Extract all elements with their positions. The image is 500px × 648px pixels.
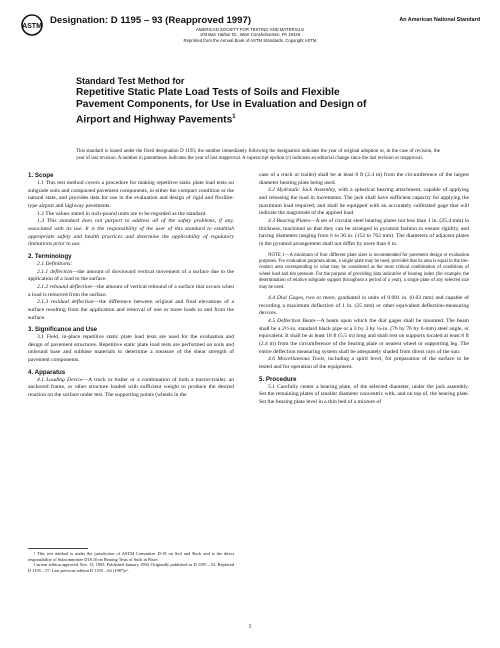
term: 4.1 Loading Device — [37, 376, 83, 383]
paragraph: case of a truck or trailer) shall be at least 8 ft (2.4 m) from the circumference of the largest diameter bearing plate being used. — [259, 172, 469, 186]
term: 4.6 Miscellaneous Tools, — [268, 356, 326, 363]
note: NOTE 1—A minimum of four different plate sizes is recommended for pavement design or evaluation purposes. For evaluation purposes alone, a single plate may be used, provided that its area is equal to the tire-contact area corresponding to what may be considered as the most critical combination of conditions of wheel load and tire pressure. For the purpose of providing data indicative of bearing index (for example, the determination of relative subgrade support throughout a period of a year), a single plate of any selected size may be used. — [259, 252, 469, 290]
section-heading: 1. Scope — [28, 172, 54, 179]
right-column — [259, 172, 469, 407]
footnote-divider — [28, 548, 88, 549]
term: 2.1.2 rebound deflection — [37, 283, 92, 290]
paragraph: 2.1.1 deflection—the amount of downward vertical movement of a surface due to the application of a load to the surface. — [28, 268, 234, 283]
title-line: Repetitive Static Plate Load Tests of Soils and Flexible — [76, 87, 340, 98]
footnotes — [28, 551, 234, 573]
designation: Designation: D 1195 – 93 (Reapproved 1997) — [50, 15, 252, 26]
national-standard-label: An American National Standard — [399, 17, 480, 23]
title-footnote-mark: 1 — [232, 114, 236, 120]
section-heading: 2. Terminology — [28, 252, 72, 260]
term: 4.3 Bearing Plates — [268, 217, 311, 224]
paragraph: 4.6 Miscellaneous Tools, including a spirit level, for preparation of the surface to be tested and for operation of the equipment. — [259, 356, 470, 370]
term: 4.5 Deflection Beam — [268, 317, 316, 324]
paragraph: 4.5 Deflection Beam—A beam upon which the dial gages shall be mounted. The beam shall be a 2½-in. standard black pipe or a 3 by 3 by ¼-in. (76 by 76 by 6-mm) steel angle, or equivalent. It shall be at least 18 ft (5.5 m) long and shall rest on supports located at least 8 ft (2.4 m) from the circumference of the bearing plate or nearest wheel or supporting leg. The entire deflection measuring system shall be adequately shaded from direct rays of the sun. — [259, 317, 469, 355]
paragraph: 2.1.2 rebound deflection—the amount of vertical rebound of a surface that occurs when a load is removed from the surface. — [28, 283, 234, 298]
section-heading: 4. Apparatus — [28, 368, 66, 376]
footnote: ¹ This test method is under the jurisdiction of ASTM Committee D-18 on Soil and Rock and is the direct responsibility of Subcommittee D18.10 on Bearing Tests of Soils in Place. — [28, 551, 234, 562]
page-number: 1 — [248, 624, 252, 630]
paragraph: 4.2 Hydraulic Jack Assembly, with a spherical bearing attachment, capable of applying and releasing the load in increments. The jack shall have sufficient capacity for applying the maximum load required, and shall be equipped with an accurately calibrated gage that will indicate the magnitude of the applied load. — [259, 187, 469, 217]
title-line: Pavement Components, for Use in Evaluation and Design of — [76, 99, 367, 110]
paragraph: 1.3 This standard does not purport to address all of the safety problems, if any, associated with its use. It is the responsibility of the user of this standard to establish appropriate safety and health practices and determine the applicability of regulatory limitations prior to use. — [28, 218, 234, 248]
paragraph: 4.1 Loading Device—A truck or trailer or a combination of both a tractor-trailer, an anchored frame, or other structure loaded with sufficient weight to produce the desired reaction on the surface under test. The supporting points (wheels in the — [28, 376, 234, 399]
paragraph: 5.1 Carefully center a bearing plate, of the selected diameter, under the jack assembly. Set the remaining plates of smaller diameter concentric with, and on top of, the bearing plate. Set the bearing plate level in a thin bed of a mixture of — [259, 383, 469, 405]
term: 4.2 Hydraulic Jack Assembly, — [268, 187, 337, 194]
paragraph: 1.2 The values stated in inch-pound units are to be regarded as the standard. — [37, 210, 207, 217]
footnote: Current edition approved Nov. 15, 1993. Published January 1994. Originally published as D 1195 – 52. Replaced D 1195 – 57. Last previous edition D 1195 – 64 (1987)ε¹. — [28, 562, 234, 573]
title-line: Standard Test Method for — [76, 76, 185, 86]
svg-text:ASTM: ASTM — [22, 23, 42, 30]
section-heading: 5. Procedure — [259, 375, 297, 383]
issued-note: This standard is issued under the fixed designation D 1195; the number immediately following the designation indicates the year of original adoption or, in the case of revision, the year of last revision. A number in parentheses indicates the year of last reapproval. A superscript epsilon (ε) indicates an editorial change since the last revision or reapproval. — [76, 149, 440, 162]
publisher-line: AMERICAN SOCIETY FOR TESTING AND MATERIALS — [196, 27, 304, 32]
term: 2.1.1 deflection — [37, 268, 73, 275]
paragraph: 3.1 Field, in-place repetitive static plate load tests are used for the evaluation and design of pavement structures. Repetitive static plate load tests are performed on soils and unbound base and subbase materials to determine a measure of the shear strength of pavement components. — [28, 334, 234, 364]
paragraph: 2.1 Definitions: — [37, 260, 73, 267]
publisher-block — [0, 27, 500, 43]
paragraph: 2.1.3 residual deflection—the difference between original and final elevations of a surface resulting from the application and removal of one or more loads to and from the surface. — [28, 299, 234, 321]
left-column — [28, 172, 234, 400]
document-title — [76, 76, 366, 126]
publisher-line: Reprinted from the Annual Book of ASTM Standards. Copyright ASTM — [183, 37, 317, 43]
paragraph: 4.3 Bearing Plates—A set of circular steel bearing plates not less than 1 in. (25.4 mm) in thickness, machined so that they can be arranged in pyramid fashion to ensure rigidity, and having diameters ranging from 6 to 30 in. (152 to 762 mm). The diameters of adjacent plates in the pyramid arrangement shall not differ by more than 6 in. — [259, 217, 469, 247]
term: 4.4 Dial Gages, — [268, 295, 305, 301]
section-heading: 3. Significance and Use — [28, 326, 98, 334]
paragraph: 1.1 This test method covers a procedure for making repetitive static plate load tests on subgrade soils and compacted pavement components, in either the compact condition or the natural state, and provides data for use in the evaluation and design of rigid and flexible-type airport and highway pavements. — [28, 180, 234, 209]
term: 2.1.3 residual deflection — [37, 299, 94, 306]
publisher-line: 100 Barr Harbor Dr., West Conshohocken, PA 19428 — [199, 32, 301, 38]
title-line: Airport and Highway Pavements — [76, 114, 233, 126]
paragraph: 4.4 Dial Gages, two or more, graduated in units of 0.001 in. (0.03 mm) and capable of recording a maximum deflection of 1 in. (25 mm) or other equivalent deflection-measuring devices. — [259, 295, 469, 317]
